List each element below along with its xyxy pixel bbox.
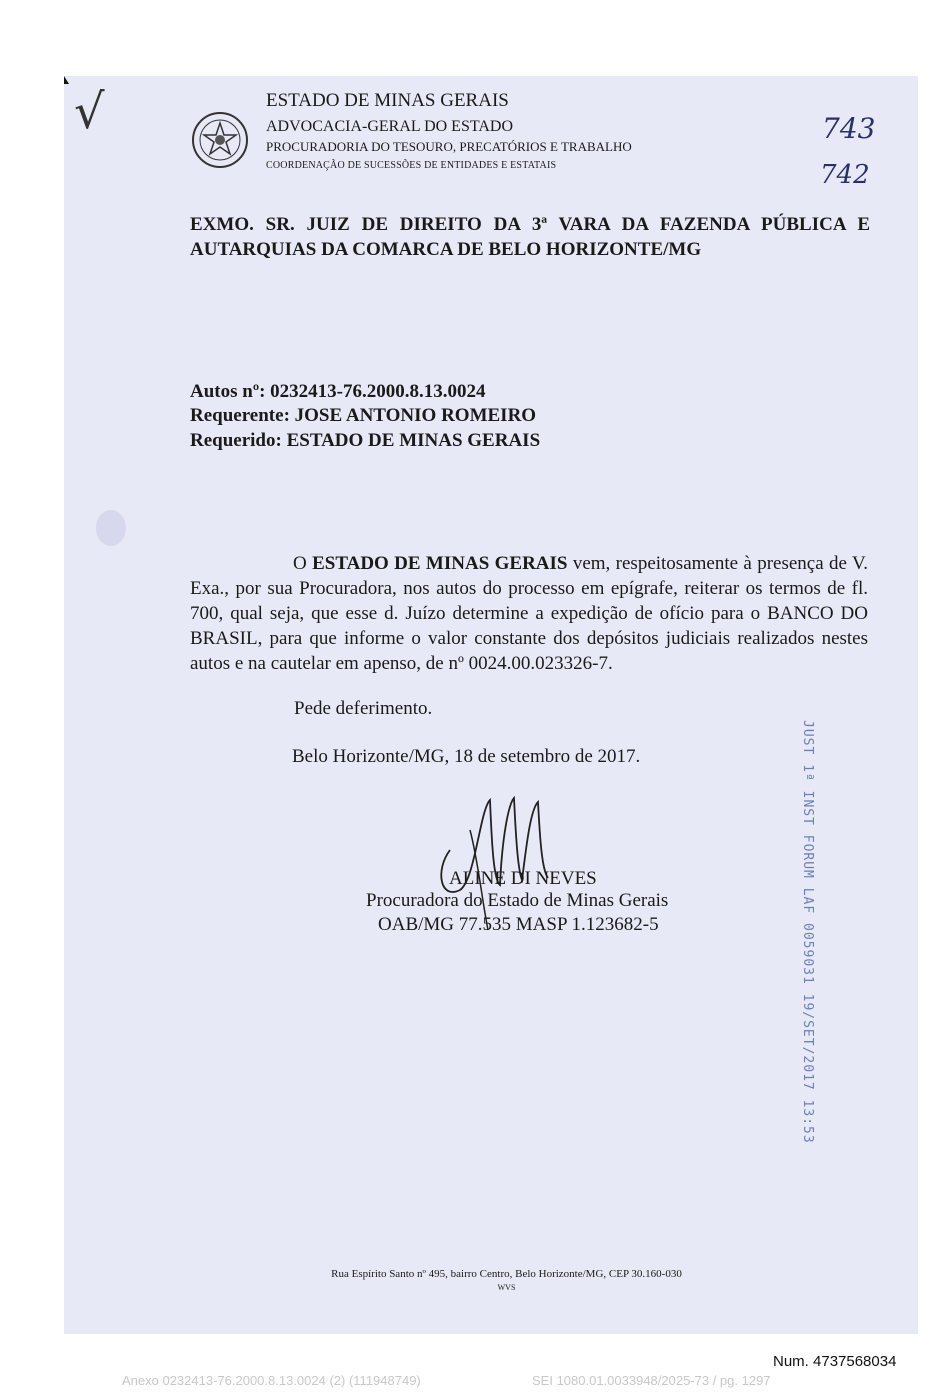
scan-smudge xyxy=(96,510,126,546)
closing-request: Pede deferimento. xyxy=(294,698,433,719)
body-party: ESTADO DE MINAS GERAIS xyxy=(312,553,568,574)
case-requerido: Requerido: ESTADO DE MINAS GERAIS xyxy=(190,430,541,451)
sei-reference: SEI 1080.01.0033948/2025-73 / pg. 1297 xyxy=(532,1373,771,1388)
document-number: Num. 4737568034 xyxy=(773,1353,897,1370)
annex-reference: Anexo 0232413-76.2000.8.13.0024 (2) (111948749) xyxy=(122,1373,421,1388)
handwritten-page-number-bottom: 742 xyxy=(820,160,870,190)
header-coordenacao: COORDENAÇÃO DE SUCESSÕES DE ENTIDADES E ESTATAIS xyxy=(266,160,557,171)
case-requerente: Requerente: JOSE ANTONIO ROMEIRO xyxy=(190,405,537,426)
header-state: ESTADO DE MINAS GERAIS xyxy=(266,90,509,111)
scanned-page xyxy=(64,76,918,1334)
state-seal-icon xyxy=(190,110,250,170)
protocol-stamp: JUST 1ª INST FORUM LAF 0059031 19/SET/2017 13:53 xyxy=(800,720,815,1144)
addressee: EXMO. SR. JUIZ DE DIREITO DA 3ª VARA DA FAZENDA PÚBLICA E AUTARQUIAS DA COMARCA DE BELO HORIZONTE/MG xyxy=(190,214,870,260)
body-lead: O xyxy=(293,553,313,574)
case-number: Autos nº: 0232413-76.2000.8.13.0024 xyxy=(190,381,486,402)
body-text: vem, respeitosamente à presença de V. Exa., por sua Procuradora, nos autos do processo em epígrafe, reiterar os termos de fl. 700, qual seja, que esse d. Juízo determine a expedição de ofício para o BANCO DO BRASIL, para que informe o valor constante dos depósitos judiciais realizados nestes autos e na cautelar em apenso, de nº 0024.00.023326-7. xyxy=(190,553,868,674)
signatory-ids: OAB/MG 77.535 MASP 1.123682-5 xyxy=(378,914,659,935)
scan-corner-mark xyxy=(64,76,69,84)
signatory-name: ALINE DI NEVES xyxy=(449,868,597,889)
header-procuradoria: PROCURADORIA DO TESOURO, PRECATÓRIOS E TRABALHO xyxy=(266,139,632,154)
signatory-title: Procuradora do Estado de Minas Gerais xyxy=(366,890,669,911)
footer-address: Rua Espírito Santo nº 495, bairro Centro, Belo Horizonte/MG, CEP 30.160-030 xyxy=(331,1268,682,1280)
header-agency: ADVOCACIA-GERAL DO ESTADO xyxy=(266,118,513,135)
handwritten-page-number-top: 743 xyxy=(822,112,876,145)
footer-initials: WVS xyxy=(497,1283,516,1292)
handwritten-checkmark: √ xyxy=(74,84,105,140)
place-date: Belo Horizonte/MG, 18 de setembro de 2017. xyxy=(292,746,641,767)
petition-body xyxy=(190,551,868,676)
